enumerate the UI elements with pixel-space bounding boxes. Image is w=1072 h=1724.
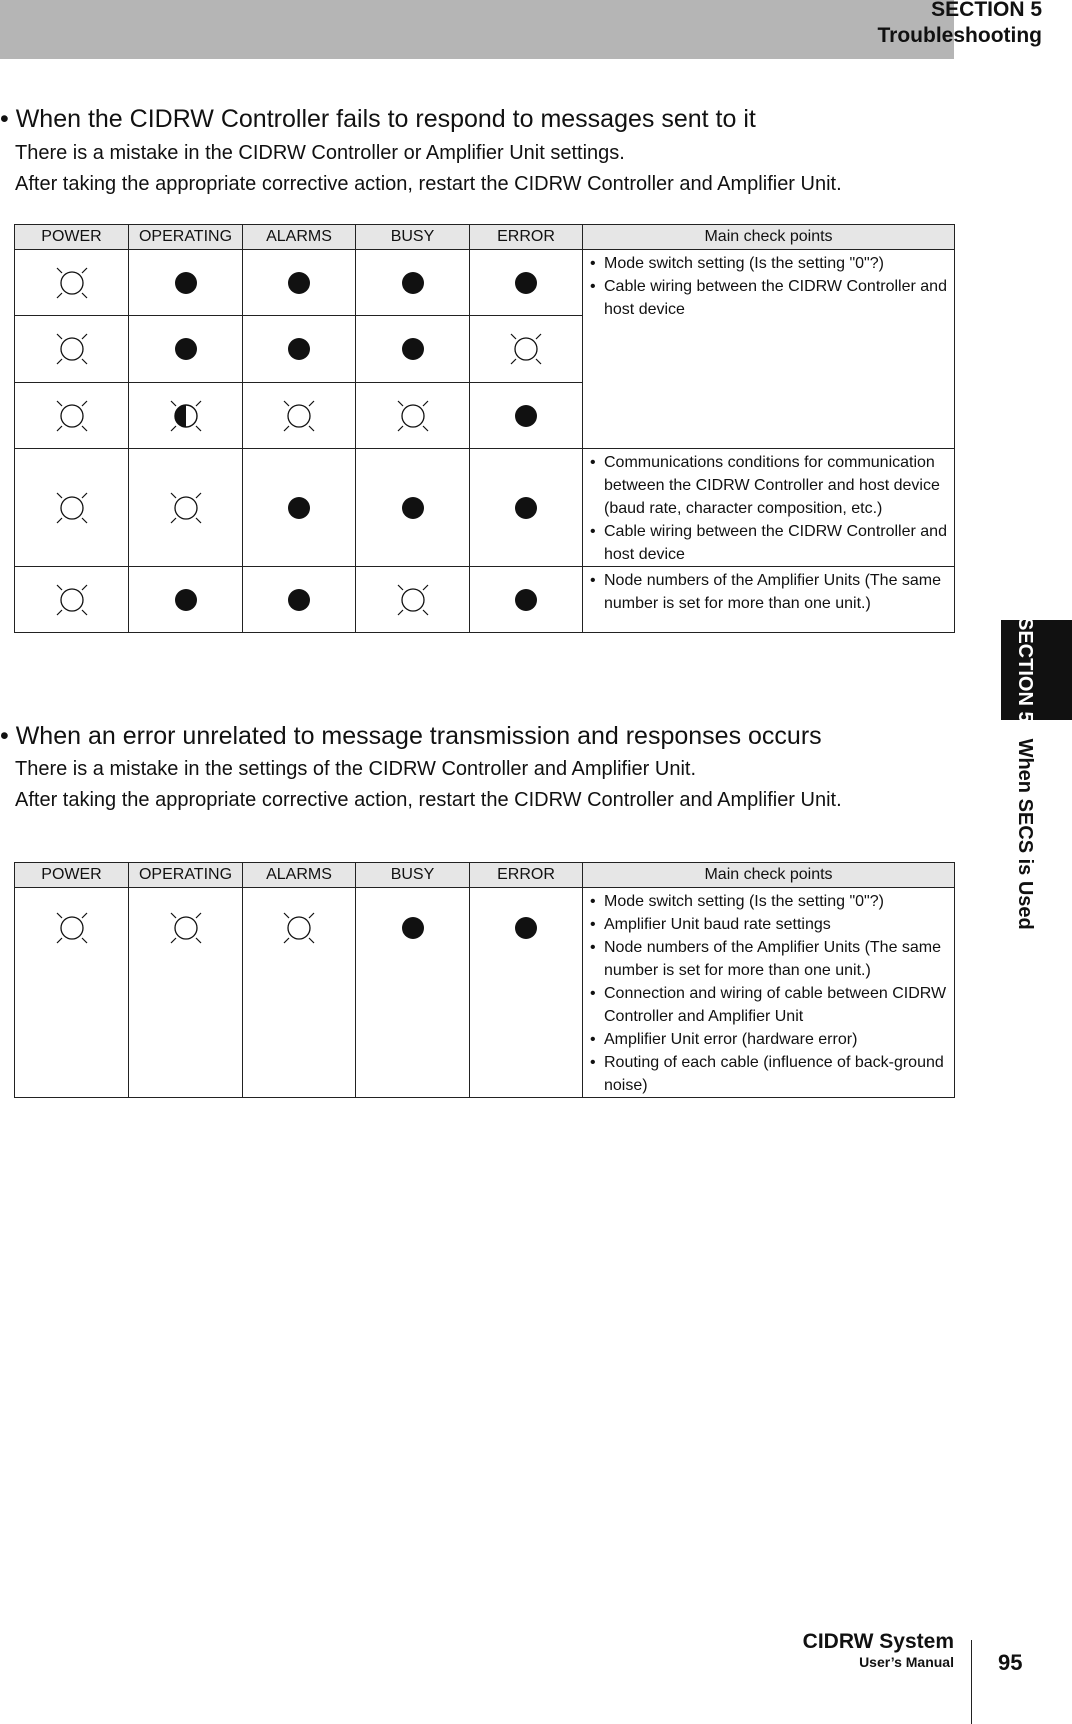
led-cell bbox=[15, 888, 129, 1098]
led-cell bbox=[129, 250, 243, 316]
led-cell bbox=[129, 567, 243, 633]
section2-table bbox=[14, 862, 955, 1098]
led-flashing-icon bbox=[279, 396, 319, 436]
table-header-row bbox=[15, 863, 955, 888]
led-cell bbox=[356, 888, 470, 1098]
led-lit-icon bbox=[279, 488, 319, 528]
led-cell bbox=[243, 316, 356, 383]
check-points-cell bbox=[583, 567, 955, 633]
check-point: • Routing of each cable (influence of back-ground noise) bbox=[590, 1051, 954, 1097]
col-busy: BUSY bbox=[356, 863, 470, 888]
check-point: • Cable wiring between the CIDRW Controller and host device bbox=[590, 275, 954, 321]
section1-line-2: After taking the appropriate corrective action, restart the CIDRW Controller and Amplifier Unit. bbox=[15, 173, 842, 195]
led-lit-icon bbox=[506, 396, 546, 436]
section2-line-2: After taking the appropriate corrective action, restart the CIDRW Controller and Amplifier Unit. bbox=[15, 789, 842, 811]
led-cell bbox=[129, 449, 243, 567]
led-flashing-icon bbox=[506, 329, 546, 369]
table-row bbox=[15, 567, 955, 633]
header-section-number: SECTION 5 bbox=[931, 0, 1042, 21]
led-cell bbox=[470, 383, 583, 449]
check-point: • Mode switch setting (Is the setting "0"?) bbox=[590, 252, 954, 275]
led-cell bbox=[129, 383, 243, 449]
header-section-title: Troubleshooting bbox=[877, 24, 1042, 47]
check-point: • Node numbers of the Amplifier Units (The same number is set for more than one unit.) bbox=[590, 936, 954, 982]
led-lit-icon bbox=[166, 329, 206, 369]
check-point: • Mode switch setting (Is the setting "0"?) bbox=[590, 890, 954, 913]
led-lit-icon bbox=[506, 488, 546, 528]
page-number: 95 bbox=[998, 1650, 1023, 1675]
table-row bbox=[15, 449, 955, 567]
section1-table bbox=[14, 224, 955, 633]
col-operating: OPERATING bbox=[129, 863, 243, 888]
led-cell bbox=[470, 449, 583, 567]
led-flashing-icon bbox=[52, 908, 92, 948]
table-row bbox=[15, 250, 955, 316]
col-main-check-points: Main check points bbox=[583, 225, 955, 250]
led-lit-icon bbox=[506, 263, 546, 303]
led-half-lit-icon bbox=[166, 396, 206, 436]
led-cell bbox=[15, 567, 129, 633]
led-lit-icon bbox=[506, 908, 546, 948]
check-point: • Amplifier Unit baud rate settings bbox=[590, 913, 954, 936]
led-cell bbox=[470, 316, 583, 383]
led-flashing-icon bbox=[393, 580, 433, 620]
led-lit-icon bbox=[166, 263, 206, 303]
col-main-check-points: Main check points bbox=[583, 863, 955, 888]
col-power: POWER bbox=[15, 225, 129, 250]
check-point: • Amplifier Unit error (hardware error) bbox=[590, 1028, 954, 1051]
led-cell bbox=[129, 316, 243, 383]
led-cell bbox=[243, 888, 356, 1098]
led-lit-icon bbox=[166, 580, 206, 620]
led-lit-icon bbox=[279, 580, 319, 620]
led-flashing-icon bbox=[52, 329, 92, 369]
led-flashing-icon bbox=[52, 488, 92, 528]
led-cell bbox=[243, 383, 356, 449]
led-flashing-icon bbox=[279, 908, 319, 948]
led-cell bbox=[470, 567, 583, 633]
led-cell bbox=[129, 888, 243, 1098]
led-flashing-icon bbox=[52, 263, 92, 303]
col-error: ERROR bbox=[470, 225, 583, 250]
col-busy: BUSY bbox=[356, 225, 470, 250]
footer-manual: User’s Manual bbox=[859, 1654, 954, 1670]
led-cell bbox=[356, 383, 470, 449]
col-error: ERROR bbox=[470, 863, 583, 888]
led-cell bbox=[243, 449, 356, 567]
section1-line-1: There is a mistake in the CIDRW Controller or Amplifier Unit settings. bbox=[15, 142, 625, 164]
check-point: • Connection and wiring of cable between CIDRW Controller and Amplifier Unit bbox=[590, 982, 954, 1028]
check-points-cell bbox=[583, 888, 955, 1098]
section1-title: • When the CIDRW Controller fails to respond to messages sent to it bbox=[0, 105, 756, 133]
footer-system: CIDRW System bbox=[802, 1630, 954, 1653]
led-lit-icon bbox=[506, 580, 546, 620]
led-cell bbox=[15, 250, 129, 316]
led-cell bbox=[243, 250, 356, 316]
led-lit-icon bbox=[393, 329, 433, 369]
led-flashing-icon bbox=[166, 908, 206, 948]
led-cell bbox=[356, 449, 470, 567]
col-operating: OPERATING bbox=[129, 225, 243, 250]
led-cell bbox=[356, 250, 470, 316]
side-tab bbox=[1001, 620, 1072, 720]
led-cell bbox=[356, 567, 470, 633]
led-cell bbox=[15, 449, 129, 567]
table-row bbox=[15, 888, 955, 1098]
led-lit-icon bbox=[393, 488, 433, 528]
led-lit-icon bbox=[279, 263, 319, 303]
led-lit-icon bbox=[279, 329, 319, 369]
col-alarms: ALARMS bbox=[243, 225, 356, 250]
check-point: • Cable wiring between the CIDRW Controller and host device bbox=[590, 520, 954, 566]
led-lit-icon bbox=[393, 908, 433, 948]
led-flashing-icon bbox=[52, 580, 92, 620]
side-tab-section: SECTION 5 bbox=[1014, 617, 1036, 723]
led-cell bbox=[470, 888, 583, 1098]
side-tab-text bbox=[1013, 617, 1036, 930]
col-power: POWER bbox=[15, 863, 129, 888]
col-alarms: ALARMS bbox=[243, 863, 356, 888]
side-tab-title: When SECS is Used bbox=[1014, 738, 1036, 930]
table-header-row bbox=[15, 225, 955, 250]
check-point: • Communications conditions for communication between the CIDRW Controller and host device (baud rate, character composition, etc.) bbox=[590, 451, 954, 520]
led-flashing-icon bbox=[393, 396, 433, 436]
footer-divider bbox=[971, 1640, 972, 1724]
check-points-cell bbox=[583, 250, 955, 449]
led-cell bbox=[470, 250, 583, 316]
header-section bbox=[878, 0, 1042, 49]
led-cell bbox=[15, 383, 129, 449]
led-flashing-icon bbox=[52, 396, 92, 436]
led-lit-icon bbox=[393, 263, 433, 303]
led-cell bbox=[356, 316, 470, 383]
led-cell bbox=[243, 567, 356, 633]
section2-title: • When an error unrelated to message transmission and responses occurs bbox=[0, 722, 822, 750]
led-cell bbox=[15, 316, 129, 383]
check-points-cell bbox=[583, 449, 955, 567]
section2-line-1: There is a mistake in the settings of the CIDRW Controller and Amplifier Unit. bbox=[15, 758, 697, 780]
footer-title bbox=[803, 1630, 954, 1670]
check-point: • Node numbers of the Amplifier Units (The same number is set for more than one unit.) bbox=[590, 569, 954, 615]
led-flashing-icon bbox=[166, 488, 206, 528]
header-bar bbox=[0, 0, 954, 59]
